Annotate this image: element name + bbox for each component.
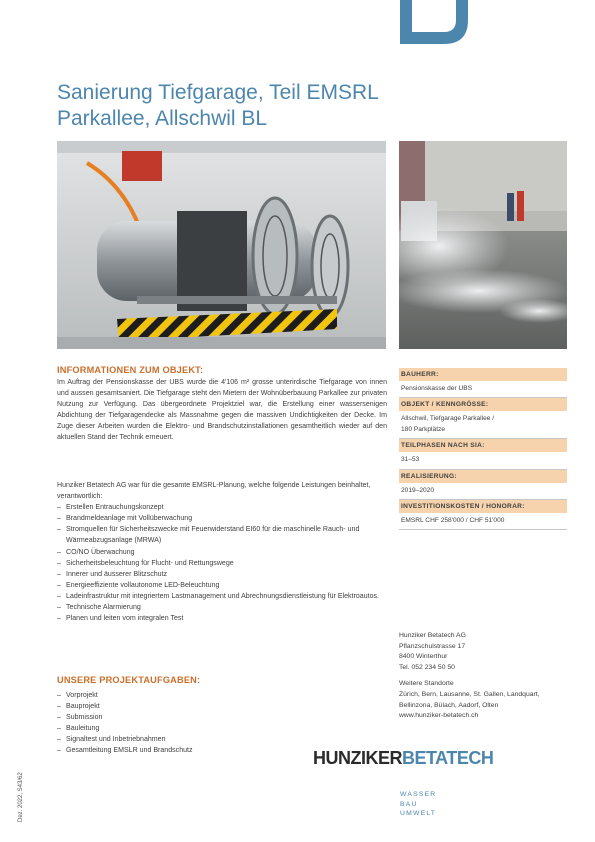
list-item: – Gesamtleitung EMSLR und Brandschutz — [57, 745, 357, 756]
document-id: Dez. 2022, S43/62 — [18, 772, 24, 822]
street-address: Pflanzschulstrasse 17 — [399, 642, 466, 650]
hunziker-betatech-logo — [313, 748, 513, 770]
city: 8400 Winterthur — [399, 653, 448, 661]
project-facts — [399, 368, 567, 530]
contact-block — [399, 631, 567, 722]
smoke-test-garage-image — [399, 141, 567, 349]
list-item: – CO/NO Überwachung — [57, 547, 387, 558]
fact-value-line: 31–53 — [401, 456, 420, 464]
tasks-block — [57, 690, 357, 757]
fact-value-line: Pensionskasse der UBS — [401, 385, 473, 392]
list-item: – Erstellen Entrauchungskonzept — [57, 502, 387, 513]
fact-label-kosten: INVESTITIONSKOSTEN / HONORAR: — [399, 500, 567, 513]
website-link[interactable]: www.hunziker-betatech.ch — [399, 712, 479, 720]
list-item: – Submission — [57, 712, 357, 723]
list-item: – Innerer und äusserer Blitzschutz — [57, 569, 387, 580]
tagline-line: UMWELT — [400, 810, 437, 818]
services-block — [57, 480, 387, 624]
list-item: – Signaltest und Inbetriebnahmen — [57, 734, 357, 745]
page-title — [57, 80, 379, 132]
fact-label-teilphasen: TEILPHASEN NACH SIA: — [399, 439, 567, 452]
fact-value-line: EMSRL CHF 258'000 / CHF 51'000 — [401, 517, 505, 525]
list-item: – Ladeinfrastruktur mit integriertem Lastmanagement und Abrechnungsdienstleistung für Elektroautos. — [57, 591, 387, 602]
fact-value-line: Allschwil, Tiefgarage Parkallee / — [401, 415, 495, 423]
tagline-line: WASSER — [400, 791, 437, 798]
list-item: – Energieeffiziente vollautonome LED-Beleuchtung — [57, 580, 387, 591]
list-item: – Technische Alarmierung — [57, 602, 387, 613]
title-line-2: Parkallee, Allschwil BL — [57, 107, 268, 130]
brand-part-2: BETATECH — [402, 748, 494, 768]
fact-value-line: 2019–2020 — [401, 486, 435, 494]
phone: Tel. 052 234 50 50 — [399, 663, 455, 671]
tagline — [400, 790, 436, 819]
list-item: – Sicherheitsbeleuchtung für Flucht- und Rettungswege — [57, 558, 387, 569]
fact-value-objekt — [399, 411, 567, 439]
brand-part-1: HUNZIKER — [313, 748, 402, 768]
title-line-1: Sanierung Tiefgarage, Teil EMSRL — [57, 81, 379, 104]
fact-value-teilphasen — [399, 452, 567, 469]
fact-value-kosten — [399, 513, 567, 530]
list-item: – Brandmeldeanlage mit Vollüberwachung — [57, 513, 387, 524]
company-name: Hunziker Betatech AG — [399, 632, 466, 639]
tasks-list — [57, 690, 357, 757]
fact-value-bauherr — [399, 381, 567, 398]
list-item: – Bauleitung — [57, 723, 357, 734]
list-item: – Stromquellen für Sicherheitszwecke mit Feuerwiderstand EI60 für die maschinelle Rauch- und Wärmeabzugsanlage (MRWA) — [57, 524, 387, 546]
info-heading: INFORMATIONEN ZUM OBJEKT: — [57, 365, 204, 375]
locations-list: Zürich, Bern, Lausanne, St. Gallen, Landquart, Bellinzona, Bülach, Aadorf, Olten — [399, 690, 540, 709]
list-item: – Vorprojekt — [57, 690, 357, 701]
fact-label-objekt: OBJEKT / KENNGRÖSSE: — [399, 398, 567, 411]
fact-value-realisierung — [399, 483, 567, 500]
tagline-line: BAU — [400, 800, 418, 808]
info-paragraph: Im Auftrag der Pensionskasse der UBS wurde die 4'106 m² grosse unterirdische Tiefgarage von innen und aussen gesamtsaniert. Die Tiefgarage steht den Mietern der Wohnüberbauung Parkallee zur privaten Nutzung zur Verfügung. Das übergeordnete Projektziel war, die Erstellung einer wassersenigen Abdichtung der Tiefgaragendecke als Massnahme gegen die massiven Undichtigkeiten der Decke. Im Zuge dieser Arbeiten wurden die Elektro- und Brandschutzinstallationen gesamtheitlich wieder auf den aktuellen Stand der Technik erneuert. — [57, 379, 387, 442]
locations-heading: Weitere Standorte — [399, 680, 454, 688]
list-item: – Bauprojekt — [57, 701, 357, 712]
services-intro: Hunziker Betatech AG war für die gesamte EMSRL-Planung, welche folgende Leistungen beinhaltet, verantwortlich: — [57, 482, 371, 501]
list-item: – Planen und leiten vom integralen Test — [57, 613, 387, 624]
ventilation-fan-image — [57, 141, 386, 349]
tasks-heading: UNSERE PROJEKTAUFGABEN: — [57, 675, 201, 685]
corner-logo-mark — [400, 0, 468, 44]
services-list — [57, 502, 387, 624]
fact-label-realisierung: REALISIERUNG: — [399, 470, 567, 483]
fact-label-bauherr: BAUHERR: — [399, 368, 567, 381]
fact-value-line: 180 Parkplätze — [401, 425, 445, 433]
